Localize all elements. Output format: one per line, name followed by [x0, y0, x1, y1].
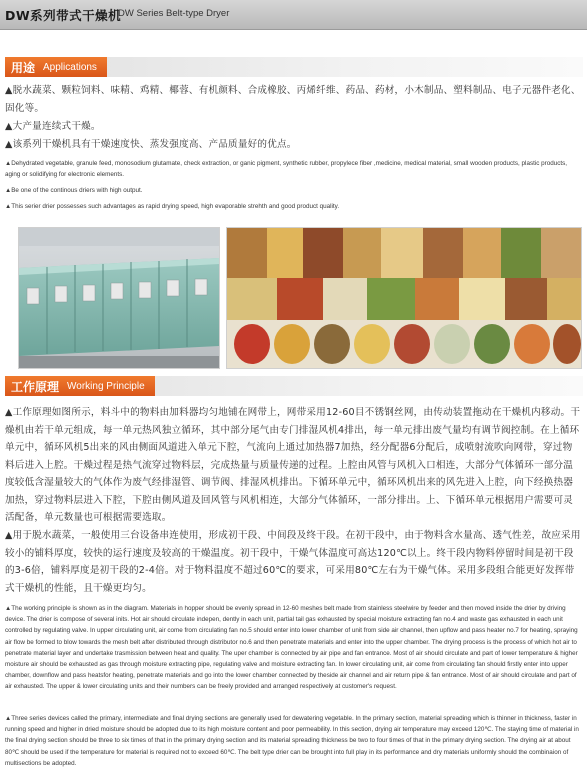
- applications-label-en: Applications: [43, 61, 97, 73]
- applications-zh-3: ▲该系列干燥机具有干燥速度快、蒸发强度高、产品质量好的优点。: [5, 139, 297, 150]
- principle-en-2: ▲Three series devices called the primary, intermediate and final drying sections are generally used for dewatering vegetable. In the primary section, material spreading which is thinner in thickness, faster in running speed and higher in dried moisture should be adopted due to its high moisture content and poor permeability. In this section, drying air temperature may exceed 120℃. The staying time of material in the final drying section should be three to six times of that in the primary drying section and its material spreading thickness be two to four times of that in the primary drying section. The drying air at about 80℃ should be used if the temperature for material is required not to exceed 60℃. The belt type drier can be brought into full play in its performance and dry materials uniformly should the combinaion of multisections be adopted.: [5, 715, 579, 767]
- dried-products-sample-photo: [226, 227, 582, 369]
- principle-label-cn: 工作原理: [11, 379, 60, 394]
- belt-dryer-machine-photo: [18, 227, 220, 369]
- principle-en-1: ▲The working principle is shown as in the diagram. Materials in hopper should be evenly spread in 12-60 meshes belt made from stainless steelwire by feeder and then moved inside the drier by driving device. The drier is compose of several inits. Hot air should circulate indepen, dently in each unit, partial tail gas exhausted by special moisture extracting fan no.4 and waste gas exhausted in each unit controlled by regulating valve. In upper circulating unit, air come from circulating fan no.5 should enter into lower chamber of unit from side air channel, then upflow and pass heater no.7 for heating, spraying air flow be formed to blow towards the mesh belt after distributed through distributor no.6 and then penetrate materials and enter into the upper chamber. The drying process is the process of which hot air to penetrate material layer and undertake trasmission between heat and quality. The uper chamber is connected by air pipe and fan entrance. Most of air should circulate and part of lower temperature & higher moisture air should be exhausted as gas through moisture extracting pipe, regulating valve and moisture extracting fan. In lower circulating unit, air come from circulating fan should firstly enter into upper chamber, downflow and pass heatsfor heating, penetrate materials and go into the lower chamber connected by theside air channel and air return pipe & fan entrance. Most of air should circulate and part of air exhausted. The upper & lower circulating units and their numbers can be freely provided and arranged respectively at customer's request.: [5, 605, 578, 691]
- principle-section-header: [5, 376, 583, 396]
- applications-label-cn: 用途: [11, 60, 36, 75]
- applications-zh-2: ▲大产量连续式干燥。: [5, 121, 101, 132]
- page-header: [0, 0, 587, 30]
- principle-zh-1: ▲工作原理如图所示，料斗中的物料由加料器均匀地铺在网带上，网带采用12-60目不锈钢丝网，由传动装置拖动在干燥机内移动。干燥机由若干单元组成，每一单元热风独立循环，其中部分尾气由专门排湿风机4排出，每一单元排出废气量均有调节阀控制。在上循环单元中，循环风机5出来的风由侧面风道进入单元下腔，气流向上通过加热器7加热，经分配器6分配后，成喷射流吹向网带，穿过物料后进入上腔。干燥过程是热气流穿过物料层，完成热量与质量传递的过程。上腔由风管与风机入口相连，大部分气体循环一部分温度较低含湿量较大的气体作为废气经排湿管、调节阀、排湿风机排出。下循环单元中，循环风机出来的风先进入上腔，向下经换热器加热，穿过物料层进入下腔，下腔由侧风道及回风管与风机相连，大部分气体循环，一部分排出。上、下循环单元根据用户需要可灵活配备，单元数量也可根据需要选取。: [5, 407, 581, 523]
- page-subtitle: DW Series Belt-type Dryer: [118, 8, 230, 19]
- applications-zh-1: ▲脱水蔬菜、颗粒饲料、味精、鸡精、椰蓉、有机颜料、合成橡胶、丙烯纤维、药品、药材，小木制品、塑料制品、电子元器件老化、固化等。: [5, 85, 581, 114]
- applications-en-1: ▲Dehydrated vegetable, granule feed, monosodium glutamate, check extraction, or ganic pigment, synthetic rubber, propylece fiber ,medicine, medical material, small wooden products, plastic products, aging or solidifying for electronic elements.: [5, 160, 568, 179]
- page-title: DW系列带式干燥机: [5, 8, 122, 23]
- applications-en-2: ▲Be one of the continous driers with high output.: [5, 187, 143, 194]
- principle-zh-2: ▲用于脱水蔬菜，一般使用三台设备串连使用，形成初干段、中间段及终干段。在初干段中，由于物料含水量高、透气性差，故应采用较小的铺料厚度，较快的运行速度及较高的干燥温度。初干段中，干燥气体温度可高达120℃以上。终干段内物料停留时间是初干段的3-6倍，铺料厚度是初干段的2-4倍。对于物料温度不超过60℃的要求，可采用80℃左右为干燥气体。采用多段组合能更好发挥带式干燥机的性能，且干燥更均匀。: [5, 530, 581, 594]
- principle-label-en: Working Principle: [67, 380, 145, 392]
- applications-en-3: ▲This serier drier possesses such advantages as rapid drying speed, high evaporable strehth and good product quality.: [5, 203, 340, 210]
- principle-label: [5, 376, 155, 396]
- applications-section-header: [5, 57, 583, 77]
- applications-label: [5, 57, 107, 77]
